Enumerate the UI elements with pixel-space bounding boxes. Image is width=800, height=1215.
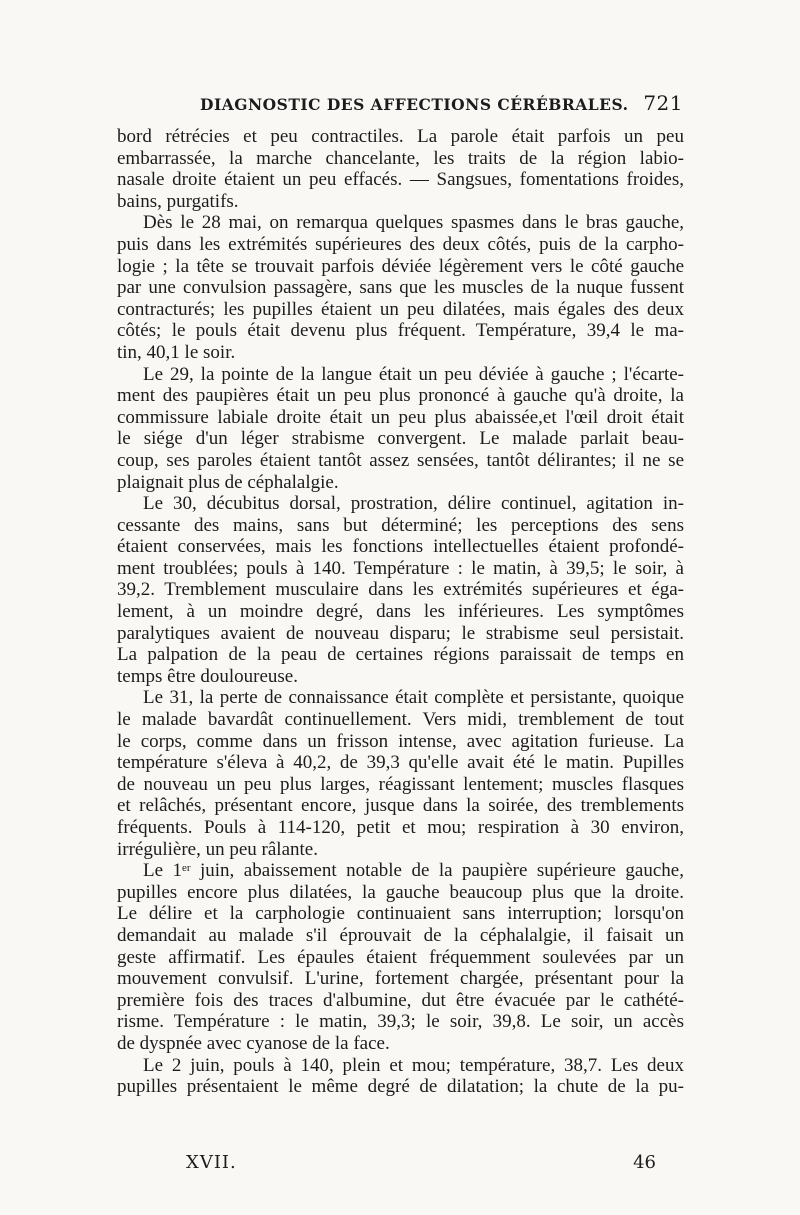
text-line: le siége d'un léger strabisme convergent. Le malade parlait beau-: [117, 428, 684, 450]
text-line: bains, purgatifs.: [117, 190, 239, 212]
text-line: coup, ses paroles étaient tantôt assez sensées, tantôt délirantes; il ne se: [117, 449, 684, 471]
text-line: lement, à un moindre degré, dans les inférieures. Les symptômes: [117, 601, 684, 623]
text-line: 39,2. Tremblement musculaire dans les extrémités supérieures et éga-: [117, 579, 684, 601]
text-line: risme. Température : le matin, 39,3; le soir, 39,8. Le soir, un accès: [117, 1011, 684, 1033]
text-line: mouvement convulsif. L'urine, fortement chargée, présentant pour la: [117, 968, 684, 990]
text-line: contracturés; les pupilles étaient un peu dilatées, mais égales des deux: [117, 298, 684, 320]
text-line: La palpation de la peau de certaines régions paraissait de temps en: [117, 644, 684, 666]
text-line: côtés; le pouls était devenu plus fréquent. Température, 39,4 le ma-: [117, 320, 684, 342]
sheet-number: 46: [633, 1152, 656, 1173]
text-line: plaignait plus de céphalalgie.: [117, 471, 339, 493]
text-line: logie ; la tête se trouvait parfois déviée légèrement vers le côté gauche: [117, 255, 684, 277]
signature-mark: XVII.: [186, 1152, 237, 1173]
page-number: 721: [643, 91, 683, 115]
text-line: température s'éleva à 40,2, de 39,3 qu'elle avait été le matin. Pupilles: [117, 752, 684, 774]
text-line: Le 29, la pointe de la langue était un peu déviée à gauche ; l'écarte-: [143, 363, 684, 385]
running-title: DIAGNOSTIC DES AFFECTIONS CÉRÉBRALES.: [200, 95, 629, 114]
text-line: nasale droite étaient un peu effacés. — Sangsues, fomentations froides,: [117, 169, 684, 191]
text-line: et relâchés, présentant encore, jusque dans la soirée, des tremblements: [117, 795, 684, 817]
text-line: par une convulsion passagère, sans que les muscles de la nuque fussent: [117, 277, 684, 299]
text-line: irrégulière, un peu râlante.: [117, 838, 318, 860]
text-line: ment des paupières était un peu plus prononcé à gauche qu'à droite, la: [117, 385, 684, 407]
body-text: [117, 126, 684, 1098]
text-line: bord rétrécies et peu contractiles. La parole était parfois un peu: [117, 126, 684, 147]
text-line: geste affirmatif. Les épaules étaient fréquemment soulevées par un: [117, 946, 684, 968]
text-line: paralytiques avaient de nouveau disparu; le strabisme seul persistait.: [117, 622, 684, 644]
text-line: de nouveau un peu plus larges, réagissant lentement; muscles flasques: [117, 773, 684, 795]
text-line: puis dans les extrémités supérieures des deux côtés, puis de la carpho-: [117, 233, 684, 255]
text-line: tin, 40,1 le soir.: [117, 341, 236, 363]
text-line: Le 1er juin, abaissement notable de la paupière supérieure gauche,: [143, 860, 684, 882]
text-line: embarrassée, la marche chancelante, les traits de la région labio-: [117, 147, 684, 169]
text-line: Le 30, décubitus dorsal, prostration, délire continuel, agitation in-: [143, 493, 684, 515]
text-line: cessante des mains, sans but déterminé; les perceptions des sens: [117, 514, 684, 536]
running-header: [200, 91, 685, 119]
text-line: pupilles encore plus dilatées, la gauche beaucoup plus que la droite.: [117, 881, 684, 903]
text-line: étaient conservées, mais les fonctions intellectuelles étaient profondé-: [117, 536, 684, 558]
text-line: Dès le 28 mai, on remarqua quelques spasmes dans le bras gauche,: [143, 212, 684, 234]
text-line: demandait au malade s'il éprouvait de la céphalalgie, il faisait un: [117, 924, 684, 946]
page-footer: [186, 1152, 656, 1178]
text-line: de dyspnée avec cyanose de la face.: [117, 1032, 390, 1054]
text-line: le corps, comme dans un frisson intense, avec agitation furieuse. La: [117, 730, 684, 752]
text-line: temps être douloureuse.: [117, 665, 298, 687]
text-line: Le 2 juin, pouls à 140, plein et mou; température, 38,7. Les deux: [143, 1054, 684, 1076]
text-line: première fois des traces d'albumine, dut être évacuée par le cathété-: [117, 989, 684, 1011]
text-line: Le délire et la carphologie continuaient sans interruption; lorsqu'on: [117, 903, 684, 925]
text-line: Le 31, la perte de connaissance était complète et persistante, quoique: [143, 687, 684, 709]
text-line: le malade bavardât continuellement. Vers midi, tremblement de tout: [117, 709, 684, 731]
text-line: ment troublées; pouls à 140. Température : le matin, à 39,5; le soir, à: [117, 557, 684, 579]
text-line: pupilles présentaient le même degré de dilatation; la chute de la pu-: [117, 1076, 684, 1098]
text-line: commissure labiale droite était un peu plus abaissée,et l'œil droit était: [117, 406, 684, 428]
text-line: fréquents. Pouls à 114-120, petit et mou; respiration à 30 environ,: [117, 817, 684, 838]
